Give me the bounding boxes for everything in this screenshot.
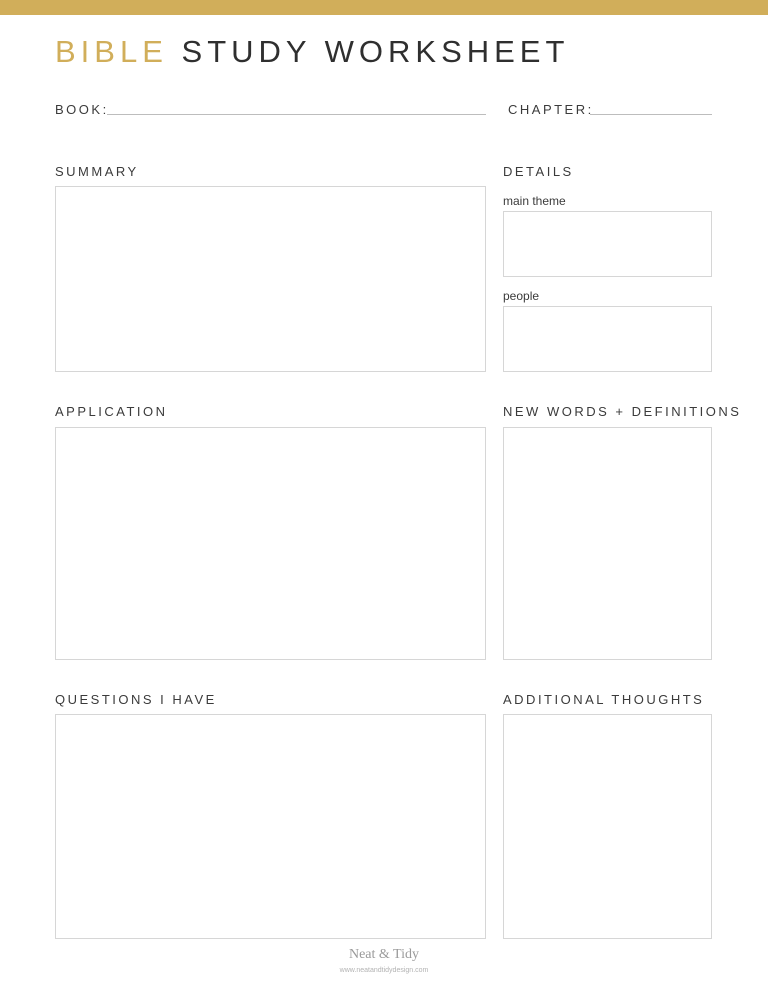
additional-thoughts-heading: ADDITIONAL THOUGHTS <box>503 692 705 707</box>
application-box[interactable] <box>55 427 486 660</box>
summary-box[interactable] <box>55 186 486 372</box>
book-label: BOOK: <box>55 102 109 117</box>
new-words-heading: NEW WORDS + DEFINITIONS <box>503 404 742 419</box>
top-accent-bar <box>0 0 768 15</box>
application-heading: APPLICATION <box>55 404 168 419</box>
chapter-field[interactable] <box>590 114 712 115</box>
details-heading: DETAILS <box>503 164 574 179</box>
summary-heading: SUMMARY <box>55 164 139 179</box>
people-box[interactable] <box>503 306 712 372</box>
title-accent-word: BIBLE <box>55 34 168 69</box>
main-theme-box[interactable] <box>503 211 712 277</box>
title-rest: STUDY WORKSHEET <box>181 34 570 69</box>
main-theme-label: main theme <box>503 194 566 208</box>
book-field[interactable] <box>107 114 486 115</box>
additional-thoughts-box[interactable] <box>503 714 712 939</box>
page-title <box>55 36 569 67</box>
questions-box[interactable] <box>55 714 486 939</box>
questions-heading: QUESTIONS I HAVE <box>55 692 217 707</box>
brand-url: www.neatandtidydesign.com <box>339 967 429 974</box>
people-label: people <box>503 289 540 303</box>
new-words-box[interactable] <box>503 427 712 660</box>
brand-logo: Neat & Tidy <box>348 947 419 962</box>
chapter-label: CHAPTER: <box>508 102 594 117</box>
